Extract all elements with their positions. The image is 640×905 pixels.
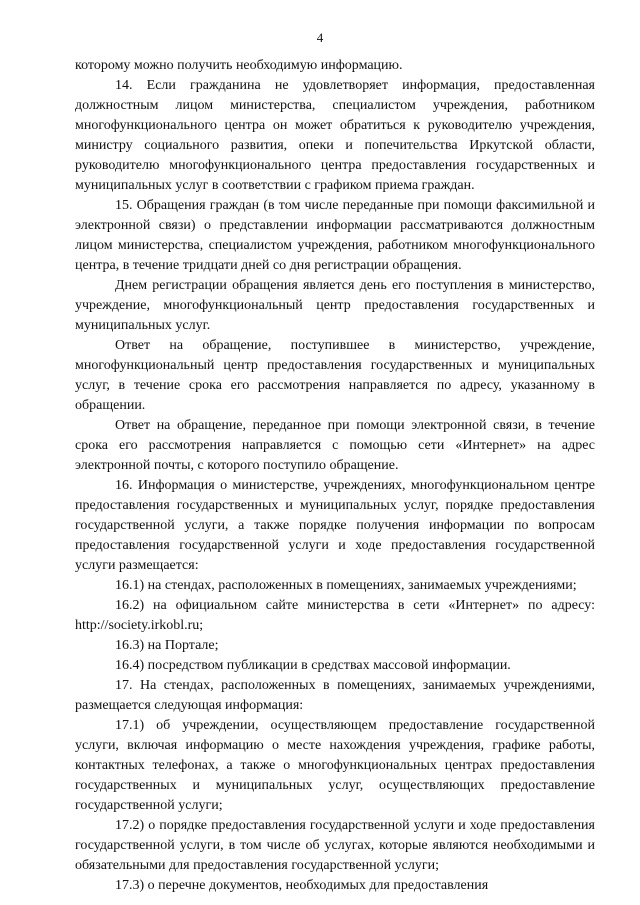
paragraph: Ответ на обращение, поступившее в министерство, учреждение, многофункциональный центр предоставления государственных и муниципальных услуг, в течение срока его рассмотрения направляется по адресу, указанному в обращении. [75, 338, 595, 413]
paragraph: 15. Обращения граждан (в том числе переданные при помощи факсимильной и электронной связи) о представлении информации рассматриваются должностным лицом министерства, специалистом учреждения, работником многофункционального центра, в течение тридцати дней со дня регистрации обращения. [75, 198, 595, 273]
paragraph: 16.4) посредством публикации в средствах массовой информации. [115, 658, 511, 673]
paragraph: 17.2) о порядке предоставления государственной услуги и ходе предоставления государственной услуги, в том числе об услугах, которые являются необходимыми и обязательными для предоставления государственной услуги; [75, 818, 595, 873]
page-number: 4 [316, 30, 324, 45]
paragraph: 14. Если гражданина не удовлетворяет информация, предоставленная должностным лицом министерства, специалистом учреждения, работником многофункционального центра он может обратиться к руководителю учреждения, министру социального развития, опеки и попечительства Иркутской области, руководителю многофункционального центра предоставления государственных и муниципальных услуг в соответствии с графиком приема граждан. [75, 78, 595, 193]
paragraph: Днем регистрации обращения является день его поступления в министерство, учреждение, многофункциональный центр предоставления государственных и муниципальных услуг. [75, 278, 595, 333]
paragraph: 17. На стендах, расположенных в помещениях, занимаемых учреждениями, размещается следующая информация: [75, 678, 595, 713]
paragraph: 17.1) об учреждении, осуществляющем предоставление государственной услуги, включая информацию о месте нахождения учреждения, графике работы, контактных телефонах, а также о многофункциональных центрах предоставления государственных и муниципальных услуг, осуществляющих предоставление государственной услуги; [75, 718, 595, 813]
paragraph: 16.3) на Портале; [115, 638, 219, 653]
document-body [75, 56, 595, 896]
paragraph: 17.3) о перечне документов, необходимых для предоставления [115, 878, 489, 893]
paragraph: Ответ на обращение, переданное при помощи электронной связи, в течение срока его рассмотрения направляется с помощью сети «Интернет» на адрес электронной почты, с которого поступило обращение. [75, 418, 595, 473]
paragraph: 16. Информация о министерстве, учреждениях, многофункциональном центре предоставления государственных и муниципальных услуг, порядке предоставления государственной услуги, а также порядке получения информации по вопросам предоставления государственной услуги и ходе предоставления государственной услуги размещается: [75, 478, 595, 573]
paragraph: 16.2) на официальном сайте министерства в сети «Интернет» по адресу: http://society.irkobl.ru; [75, 598, 595, 633]
paragraph: 16.1) на стендах, расположенных в помещениях, занимаемых учреждениями; [115, 578, 577, 593]
paragraph: которому можно получить необходимую информацию. [75, 58, 403, 73]
